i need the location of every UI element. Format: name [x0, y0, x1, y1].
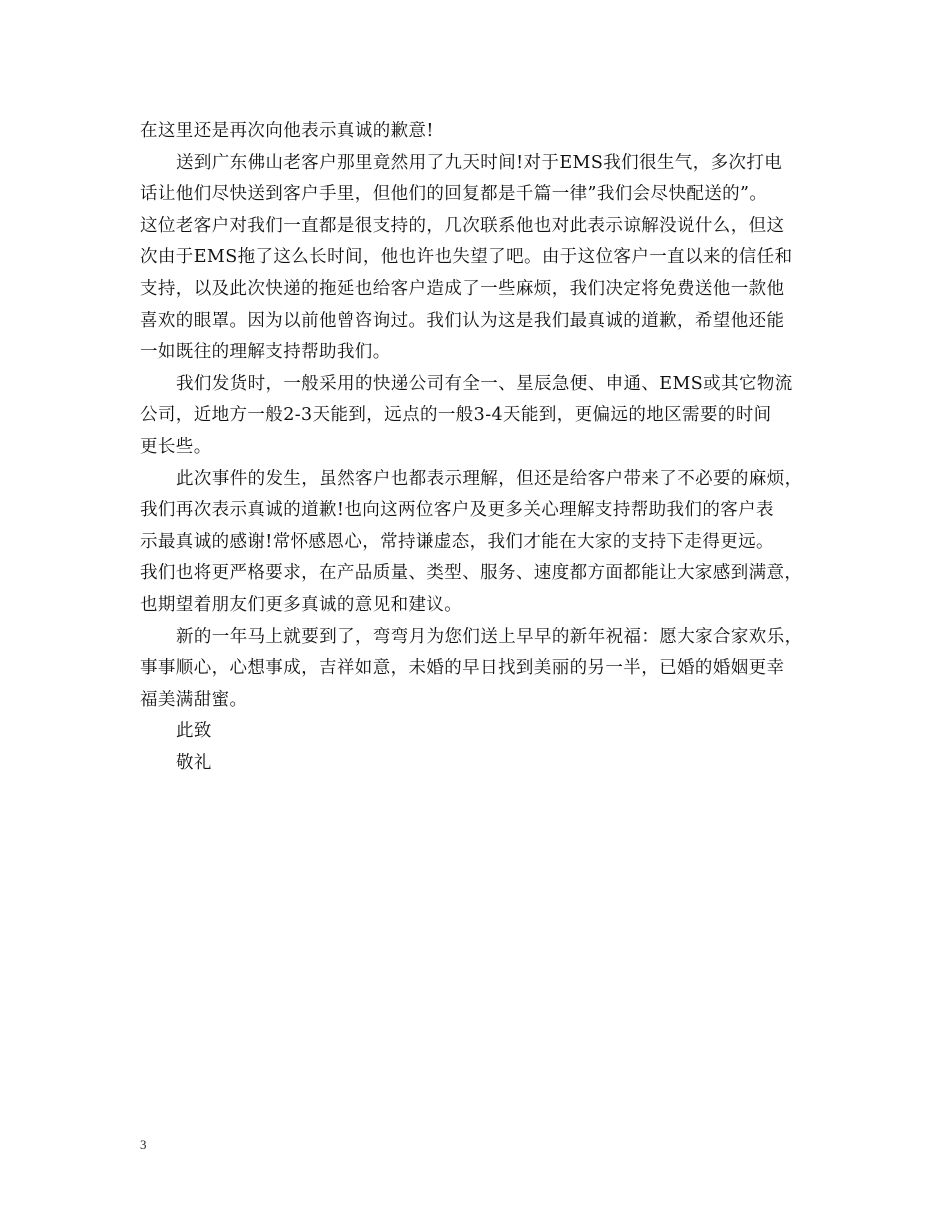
text-line: 我们也将更严格要求，在产品质量、类型、服务、速度都方面都能让大家感到满意，	[140, 563, 803, 584]
text-line: 一如既往的理解支持帮助我们。	[140, 342, 391, 363]
text-line: 福美满甜蜜。	[140, 689, 248, 710]
text-line: 话让他们尽快送到客户手里，但他们的回复都是千篇一律”我们会尽快配送的”。	[140, 184, 768, 205]
text-line: 在这里还是再次向他表示真诚的歉意!	[140, 121, 434, 141]
text-line: 示最真诚的感谢!常怀感恩心，常持谦虚态，我们才能在大家的支持下走得更远。	[140, 531, 774, 552]
text-line: 我们发货时，一般采用的快递公司有全一、星辰急便、申通、EMS或其它物流	[176, 373, 793, 394]
text-line: 支持，以及此次快递的拖延也给客户造成了一些麻烦，我们决定将免费送他一款他	[140, 278, 785, 299]
text-line: 这位老客户对我们一直都是很支持的，几次联系他也对此表示谅解没说什么，但这	[140, 215, 785, 236]
text-line: 公司，近地方一般2-3天能到，远点的一般3-4天能到，更偏远的地区需要的时间	[140, 405, 772, 426]
text-line: 此次事件的发生，虽然客户也都表示理解，但还是给客户带来了不必要的麻烦，	[176, 468, 803, 489]
closing-regards: 敬礼	[176, 752, 212, 773]
letter-body	[140, 116, 840, 779]
text-line: 送到广东佛山老客户那里竟然用了九天时间!对于EMS我们很生气，多次打电	[176, 152, 783, 173]
text-line: 新的一年马上就要到了，弯弯月为您们送上早早的新年祝福：愿大家合家欢乐，	[176, 626, 803, 647]
text-line: 我们再次表示真诚的道歉!也向这两位客户及更多关心理解支持帮助我们的客户表	[140, 500, 774, 521]
text-line: 也期望着朋友们更多真诚的意见和建议。	[140, 594, 463, 615]
text-line: 次由于EMS拖了这么长时间，他也许也失望了吧。由于这位客户一直以来的信任和	[140, 247, 793, 268]
text-line: 事事顺心，心想事成，吉祥如意，未婚的早日找到美丽的另一半，已婚的婚姻更幸	[140, 658, 785, 679]
page-number: 3	[140, 1137, 147, 1152]
closing-salutation: 此致	[176, 721, 212, 742]
text-line: 更长些。	[140, 436, 212, 457]
text-line: 喜欢的眼罩。因为以前他曾咨询过。我们认为这是我们最真诚的道歉，希望他还能	[140, 310, 785, 331]
